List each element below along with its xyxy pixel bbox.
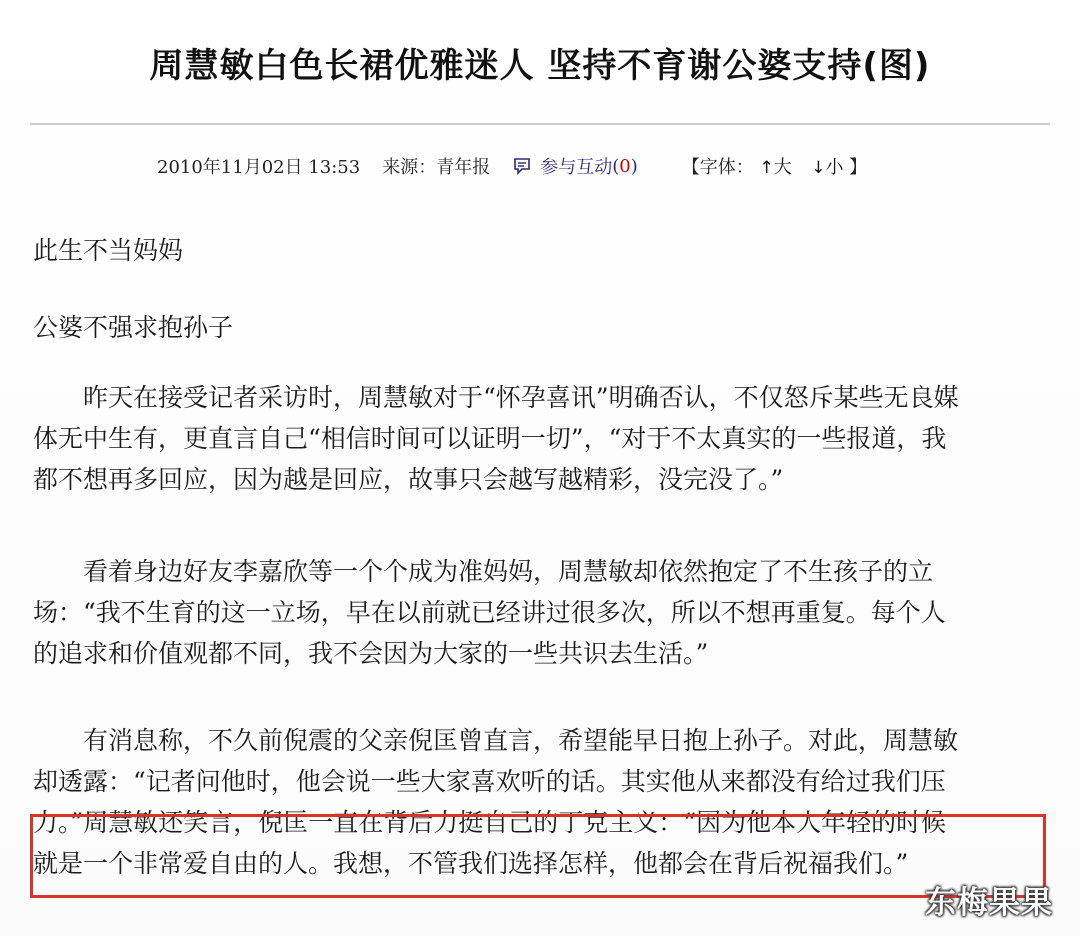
comment-icon [512, 156, 532, 176]
paragraph-line: 有消息称，不久前倪震的父亲倪匡曾直言，希望能早日抱上孙子。对此，周慧敏 [33, 726, 959, 755]
paragraph-line: 都不想再多回应，因为越是回应，故事只会越写越精彩，没完没了。” [33, 465, 784, 494]
paragraph-line: 就是一个非常爱自由的人。我想，不管我们选择怎样，他都会在背后祝福我们。” [33, 849, 909, 878]
interact-link[interactable] [512, 153, 638, 179]
paragraph-line: 却透露：“记者问他时，他会说一些大家喜欢听的话。其实他从来都没有给过我们压 [33, 767, 946, 796]
font-small-button[interactable] [811, 157, 843, 178]
interact-count: 0 [619, 155, 631, 177]
highlight-box [30, 814, 1046, 898]
interact-label: 参与互动 [540, 157, 613, 178]
title-divider [30, 123, 1050, 125]
watermark: 东梅果果 [925, 885, 1053, 921]
interact-open: ( [612, 155, 620, 177]
paragraph-line: 力。”周慧敏还笑言，倪匡一直在背后力挺自己的丁克主义：“因为他本人年轻的时候 [33, 808, 947, 837]
font-size-controls [682, 153, 867, 179]
interact-close: ) [630, 155, 638, 177]
paragraph-line: 的追求和价值观都不同，我不会因为大家的一些共识去生活。” [33, 639, 709, 668]
source-label: 来源： [382, 157, 437, 178]
paragraph-line: 昨天在接受记者采访时，周慧敏对于“怀孕喜讯”明确否认，不仅怒斥某些无良媒 [33, 383, 959, 412]
paragraph-2 [33, 551, 1053, 674]
subheading-2: 公婆不强求抱孙子 [33, 313, 234, 342]
article-title: 周慧敏白色长裙优雅迷人 坚持不育谢公婆支持(图) [149, 46, 931, 86]
paragraph-line: 体无中生有，更直言自己“相信时间可以证明一切”，“对于不太真实的一些报道，我 [33, 424, 947, 453]
article-meta [157, 152, 867, 180]
paragraph-1 [33, 377, 1053, 500]
font-size-label: 【字体： [681, 157, 754, 178]
publish-datetime: 2010年11月02日 13:53 [157, 157, 361, 178]
font-size-close: 】 [849, 157, 868, 178]
font-large-button[interactable] [759, 157, 791, 178]
subheading-1: 此生不当妈妈 [33, 236, 184, 265]
paragraph-line: 看着身边好友李嘉欣等一个个成为准妈妈，周慧敏却依然抱定了不生孩子的立 [33, 557, 934, 586]
arrow-up-icon: ↑ [759, 158, 774, 178]
font-small-label: 小 [825, 157, 844, 178]
font-large-label: 大 [773, 157, 792, 178]
source-name: 青年报 [436, 157, 491, 178]
paragraph-line: 场：“我不生育的这一立场，早在以前就已经讲过很多次，所以不想再重复。每个人 [33, 598, 946, 627]
arrow-down-icon: ↓ [811, 158, 826, 178]
